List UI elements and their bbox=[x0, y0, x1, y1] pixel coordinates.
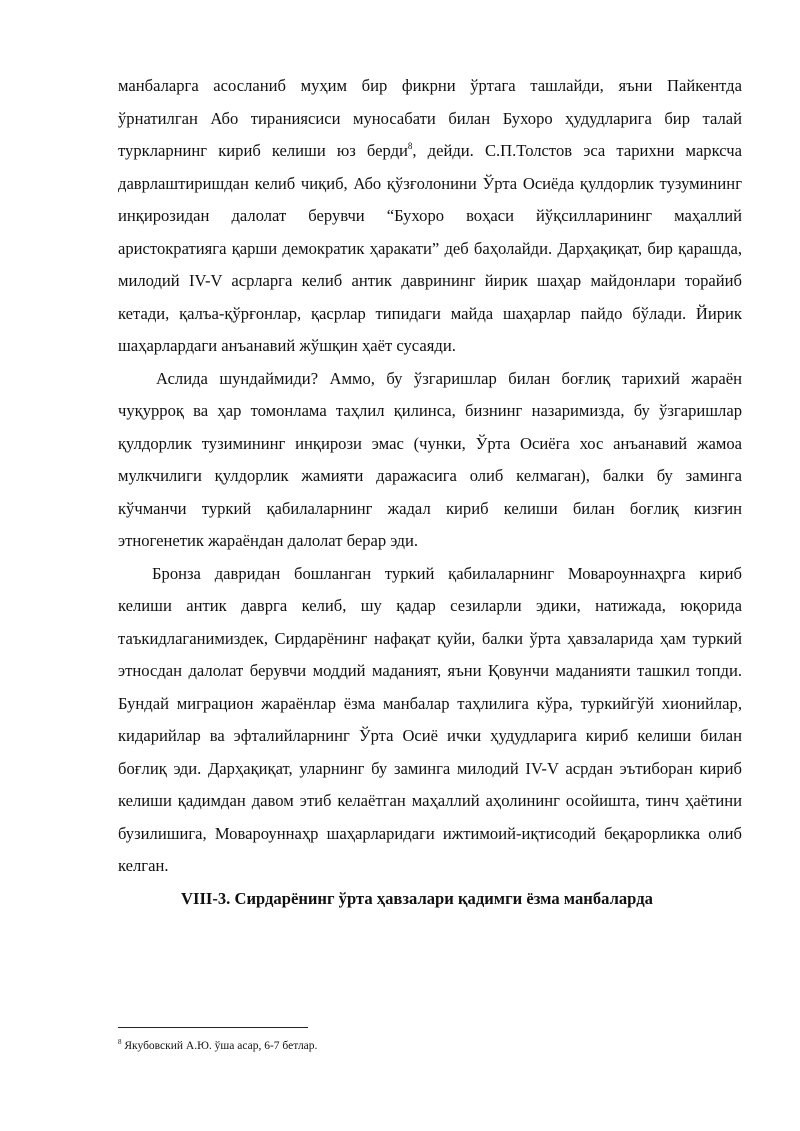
paragraph-1-text-end: , дейди. С.П.Толстов эса тарихни марксча даврлаштиришдан келиб чиқиб, Або қўзғолонини Ўрта Осиёда қулдорлик тузумининг инқирозидан далолат берувчи “Бухоро воҳаси йўқсилларининг маҳаллий аристократияга қарши демократик ҳаракати” деб баҳолайди. Дарҳақиқат, бир қарашда, милодий IV-V асрларга келиб антик даврининг йирик шаҳар майдонлари торайиб кетади, қалъа-қўрғонлар, қасрлар типидаги майда шаҳарлар пайдо бўлади. Йирик шаҳарлардаги анъанавий жўшқин ҳаёт сусаяди. bbox=[118, 141, 742, 355]
section-heading: VIII-3. Сирдарёнинг ўрта ҳавзалари қадимги ёзма манбаларда bbox=[181, 888, 653, 908]
footnote-reference: 8 bbox=[407, 141, 413, 151]
document-body bbox=[118, 70, 742, 915]
paragraph-3: Бронза давридан бошланган туркий қабилаларнинг Мовароуннаҳрга кириб келиши антик даврга келиб, шу қадар сезиларли эдики, натижада, юқорида таъкидлаганимиздек, Сирдарёнинг нафақат қуйи, балки ўрта ҳавзаларида ҳам туркий этносдан далолат берувчи моддий маданият, яъни Қовунчи маданияти ташкил топди. Бундай миграцион жараёнлар ёзма манбалар таҳлилига кўра, туркийгўй хионийлар, кидарийлар ва эфталийларнинг Ўрта Осиё ички ҳудудларига кириб келиши билан боғлиқ эди. Дарҳақиқат, уларнинг бу заминга милодий IV-V асрдан эътиборан кириб келиши қадимдан давом этиб келаётган маҳаллий аҳолининг осойишта, тинч ҳаётини бузилишига, Мовароуннаҳр шаҳарларидаги ижтимоий-иқтисодий беқарорликка олиб келган. bbox=[118, 563, 742, 875]
paragraph-1 bbox=[118, 70, 742, 363]
paragraph-1-text-start: манбаларга асосланиб муҳим бир фикрни ўртага ташлайди, яъни Пайкентда ўрнатилган Або тираниясиси муносабати билан Бухоро ҳудудларига бир талай туркларнинг кириб келиши юз берди bbox=[118, 76, 742, 160]
footnote-text: Якубовский А.Ю. ўша асар, 6-7 бетлар. bbox=[124, 1040, 318, 1052]
footnote-number: 8 bbox=[118, 1038, 122, 1046]
footnote-separator bbox=[118, 1027, 308, 1028]
footnote bbox=[118, 1038, 317, 1054]
paragraph-2: Аслида шундаймиди? Аммо, бу ўзгаришлар билан боғлиқ тарихий жараён чуқурроқ ва ҳар томонлама таҳлил қилинса, бизнинг назаримизда, бу ўзгаришлар қулдорлик тузимининг инқирози эмас (чунки, Ўрта Осиёга хос анъанавий жамоа мулкчилиги қулдорлик жамияти даражасига олиб келмаган), балки бу заминга кўчманчи туркий қабилаларнинг жадал кириб келиши билан боғлиқ кизғин этногенетик жараёндан далолат берар эди. bbox=[118, 368, 742, 550]
